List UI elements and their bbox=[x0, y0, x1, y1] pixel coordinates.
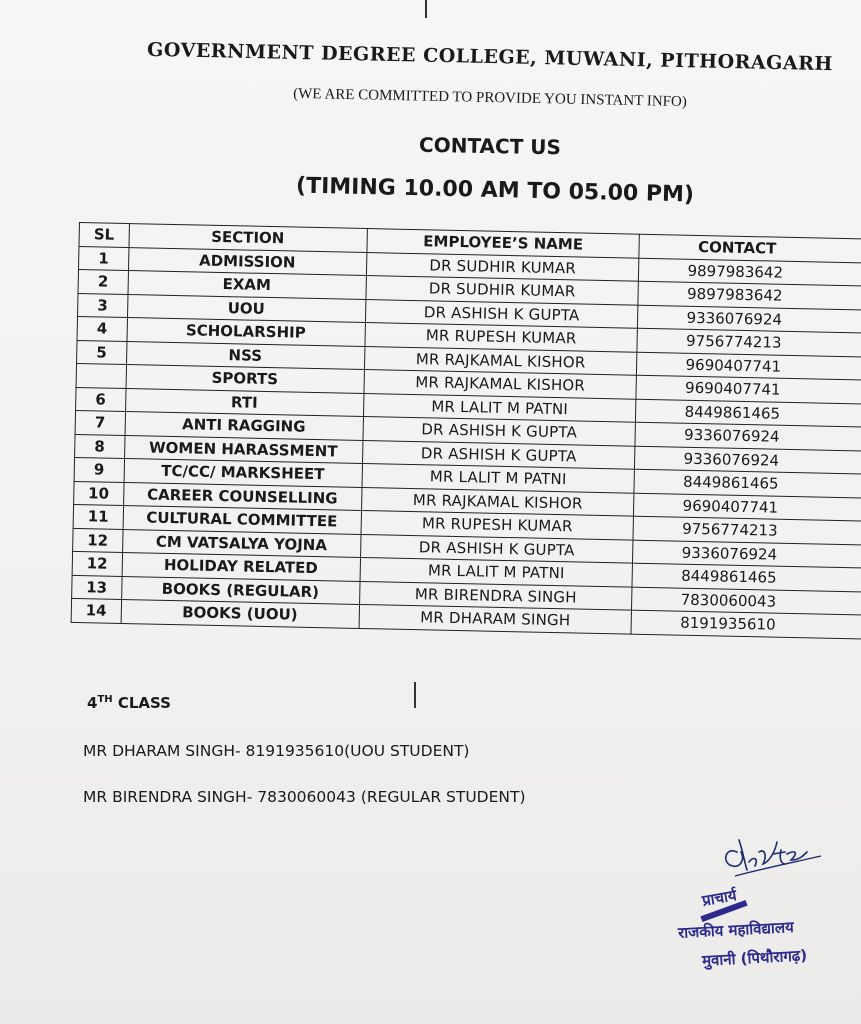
row-contact: 9690407741 bbox=[637, 352, 861, 380]
row-employee: DR ASHISH K GUPTA bbox=[360, 534, 633, 563]
stamp-line-principal: प्राचार्य bbox=[700, 886, 738, 910]
header-section: SECTION bbox=[129, 224, 367, 252]
row-contact: 8449861465 bbox=[632, 563, 861, 591]
stamp-line-place: मुवानी (पिथौरागढ़) bbox=[701, 946, 808, 970]
row-contact: 9336076924 bbox=[635, 446, 861, 474]
stamp-line-college: राजकीय महाविद्यालय bbox=[677, 917, 795, 943]
row-sl: 2 bbox=[78, 270, 128, 295]
row-employee: MR DHARAM SINGH bbox=[359, 604, 632, 633]
row-sl: 13 bbox=[72, 575, 122, 600]
table-body bbox=[71, 246, 861, 639]
row-contact: 9756774213 bbox=[637, 328, 861, 356]
contact-table-wrapper bbox=[71, 222, 861, 639]
row-section: HOLIDAY RELATED bbox=[122, 552, 360, 580]
row-contact: 9897983642 bbox=[638, 281, 861, 309]
row-contact: 9336076924 bbox=[633, 540, 861, 568]
fourth-class-suffix: TH bbox=[97, 694, 113, 705]
row-sl: 8 bbox=[75, 434, 125, 459]
row-contact: 8191935610 bbox=[631, 610, 861, 638]
header-employee-name: EMPLOYEE’S NAME bbox=[366, 229, 639, 258]
row-section: TC/CC/ MARKSHEET bbox=[124, 458, 362, 486]
row-section: BOOKS (REGULAR) bbox=[121, 576, 359, 604]
row-employee: DR ASHISH K GUPTA bbox=[363, 416, 636, 445]
row-sl: 3 bbox=[78, 293, 128, 318]
contact-table bbox=[71, 222, 861, 639]
row-contact: 9336076924 bbox=[638, 305, 861, 333]
signature bbox=[715, 822, 825, 882]
row-contact: 9897983642 bbox=[639, 258, 861, 286]
row-employee: DR SUDHIR KUMAR bbox=[365, 276, 638, 305]
row-section: EXAM bbox=[128, 271, 366, 299]
row-contact: 9756774213 bbox=[633, 516, 861, 544]
row-sl: 12 bbox=[72, 551, 122, 576]
fourth-class-staff-regular: MR BIRENDRA SINGH- 7830060043 (REGULAR STUDENT) bbox=[83, 788, 526, 806]
page-title: CONTACT US bbox=[418, 132, 562, 160]
tagline: (WE ARE COMMITTED TO PROVIDE YOU INSTANT INFO) bbox=[293, 85, 687, 111]
row-employee: DR ASHISH K GUPTA bbox=[362, 440, 635, 469]
fourth-class-heading bbox=[87, 694, 171, 712]
row-sl: 12 bbox=[73, 528, 123, 553]
college-name: GOVERNMENT DEGREE COLLEGE, MUWANI, PITHORAGARH bbox=[146, 38, 834, 76]
row-sl: 1 bbox=[79, 246, 129, 271]
row-section: NSS bbox=[126, 341, 364, 369]
row-section: RTI bbox=[125, 388, 363, 416]
row-section: CAREER COUNSELLING bbox=[123, 482, 361, 510]
row-sl: 5 bbox=[77, 340, 127, 365]
row-section: ADMISSION bbox=[128, 247, 366, 275]
row-sl: 7 bbox=[75, 410, 125, 435]
row-contact: 9690407741 bbox=[636, 375, 861, 403]
row-section: CULTURAL COMMITTEE bbox=[123, 505, 361, 533]
row-contact: 9690407741 bbox=[634, 493, 861, 521]
row-section: UOU bbox=[127, 294, 365, 322]
row-sl: 6 bbox=[76, 387, 126, 412]
row-employee: MR LALIT M PATNI bbox=[362, 463, 635, 492]
row-sl: 9 bbox=[74, 457, 124, 482]
row-employee: MR RAJKAMAL KISHOR bbox=[364, 346, 637, 375]
office-timing: (TIMING 10.00 AM TO 05.00 PM) bbox=[295, 173, 695, 208]
row-employee: MR LALIT M PATNI bbox=[360, 557, 633, 586]
fourth-class-number: 4 bbox=[87, 694, 98, 712]
row-sl bbox=[76, 363, 126, 388]
row-sl: 14 bbox=[71, 598, 121, 623]
row-employee: MR RUPESH KUMAR bbox=[361, 510, 634, 539]
principal-stamp bbox=[676, 880, 856, 980]
row-employee: DR ASHISH K GUPTA bbox=[365, 299, 638, 328]
row-sl: 10 bbox=[74, 481, 124, 506]
row-contact: 8449861465 bbox=[634, 469, 861, 497]
row-section: BOOKS (UOU) bbox=[121, 599, 359, 627]
row-contact: 9336076924 bbox=[635, 422, 861, 450]
row-contact: 8449861465 bbox=[636, 399, 861, 427]
row-contact: 7830060043 bbox=[632, 587, 861, 615]
header-sl: SL bbox=[79, 223, 129, 248]
row-section: ANTI RAGGING bbox=[125, 412, 363, 440]
row-employee: MR LALIT M PATNI bbox=[363, 393, 636, 422]
header-contact: CONTACT bbox=[639, 234, 861, 262]
row-section: SCHOLARSHIP bbox=[127, 318, 365, 346]
row-section: WOMEN HARASSMENT bbox=[124, 435, 362, 463]
row-employee: DR SUDHIR KUMAR bbox=[366, 252, 639, 281]
row-section: CM VATSALYA YOJNA bbox=[122, 529, 360, 557]
row-employee: MR BIRENDRA SINGH bbox=[359, 581, 632, 610]
fourth-class-word: CLASS bbox=[112, 694, 171, 712]
row-sl: 4 bbox=[77, 316, 127, 341]
row-sl: 11 bbox=[73, 504, 123, 529]
row-employee: MR RAJKAMAL KISHOR bbox=[361, 487, 634, 516]
middle-fold-mark bbox=[414, 682, 416, 708]
row-employee: MR RAJKAMAL KISHOR bbox=[364, 370, 637, 399]
top-fold-mark bbox=[425, 0, 427, 18]
row-section: SPORTS bbox=[126, 365, 364, 393]
fourth-class-staff-uou: MR DHARAM SINGH- 8191935610(UOU STUDENT) bbox=[83, 742, 470, 760]
row-employee: MR RUPESH KUMAR bbox=[365, 323, 638, 352]
